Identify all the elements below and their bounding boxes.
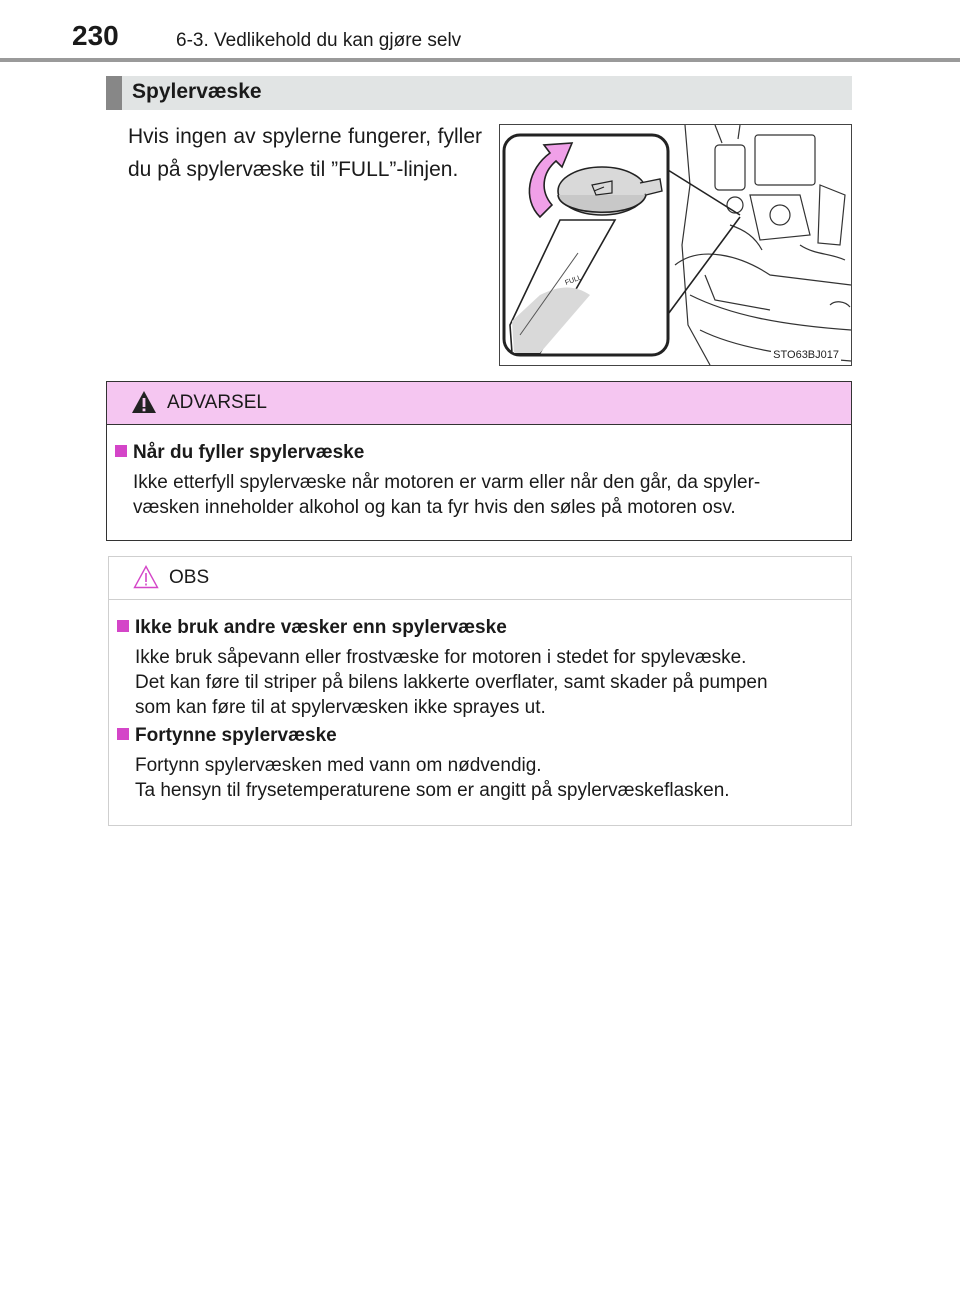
notice-line: Det kan føre til striper på bilens lakkerte overflater, samt skader på pumpen bbox=[135, 672, 768, 693]
full-mark-label: FULL bbox=[564, 274, 583, 287]
warning-item-title-text: Når du fyller spylervæske bbox=[133, 442, 365, 463]
notice-line: Ikke bruk såpevann eller frostvæske for motoren i stedet for spylevæske. bbox=[135, 647, 747, 668]
bullet-square-icon bbox=[115, 445, 127, 457]
page-header bbox=[72, 18, 960, 58]
chapter-title: 6-3. Vedlikehold du kan gjøre selv bbox=[176, 30, 462, 51]
warning-line: væsken inneholder alkohol og kan ta fyr hvis den søles på motoren osv. bbox=[133, 497, 736, 518]
notice-item-title-text: Fortynne spylervæske bbox=[135, 725, 337, 746]
warning-label: ADVARSEL bbox=[167, 392, 267, 413]
bullet-square-icon bbox=[117, 620, 129, 632]
notice-item-title bbox=[117, 725, 337, 747]
section-title: Spylervæske bbox=[132, 80, 262, 103]
warning-header bbox=[107, 382, 851, 425]
notice-box bbox=[108, 556, 852, 826]
warning-line: Ikke etterfyll spylervæske når motoren er varm eller når den går, da spyler- bbox=[133, 472, 761, 493]
notice-item-body bbox=[135, 753, 849, 803]
notice-header bbox=[109, 557, 851, 600]
notice-line: Ta hensyn til frysetemperaturene som er angitt på spylervæskeflasken. bbox=[135, 780, 730, 801]
figure-code: STO63BJ017 bbox=[773, 349, 839, 361]
page-number: 230 bbox=[72, 20, 119, 51]
warning-item-title bbox=[115, 442, 364, 464]
header-divider bbox=[0, 58, 960, 62]
caution-triangle-outline-icon bbox=[133, 565, 159, 589]
section-heading bbox=[106, 76, 852, 110]
notice-item-title-text: Ikke bruk andre væsker enn spylervæske bbox=[135, 617, 507, 638]
notice-line: Fortynn spylervæsken med vann om nødvendig. bbox=[135, 755, 542, 776]
washer-fluid-figure bbox=[499, 124, 852, 366]
engine-bay-sketch bbox=[675, 125, 851, 365]
washer-reservoir-illustration bbox=[500, 125, 851, 365]
warning-box bbox=[106, 381, 852, 541]
notice-item-title bbox=[117, 617, 507, 639]
intro-paragraph: Hvis ingen av spylerne fungerer, fyller du på spylervæske til ”FULL”-linjen. bbox=[128, 125, 482, 181]
notice-line: som kan føre til at spylervæsken ikke sprayes ut. bbox=[135, 697, 546, 718]
warning-item-body bbox=[133, 470, 847, 520]
warning-triangle-icon bbox=[131, 390, 157, 414]
bullet-square-icon bbox=[117, 728, 129, 740]
notice-item-body bbox=[135, 645, 849, 720]
notice-label: OBS bbox=[169, 567, 210, 588]
